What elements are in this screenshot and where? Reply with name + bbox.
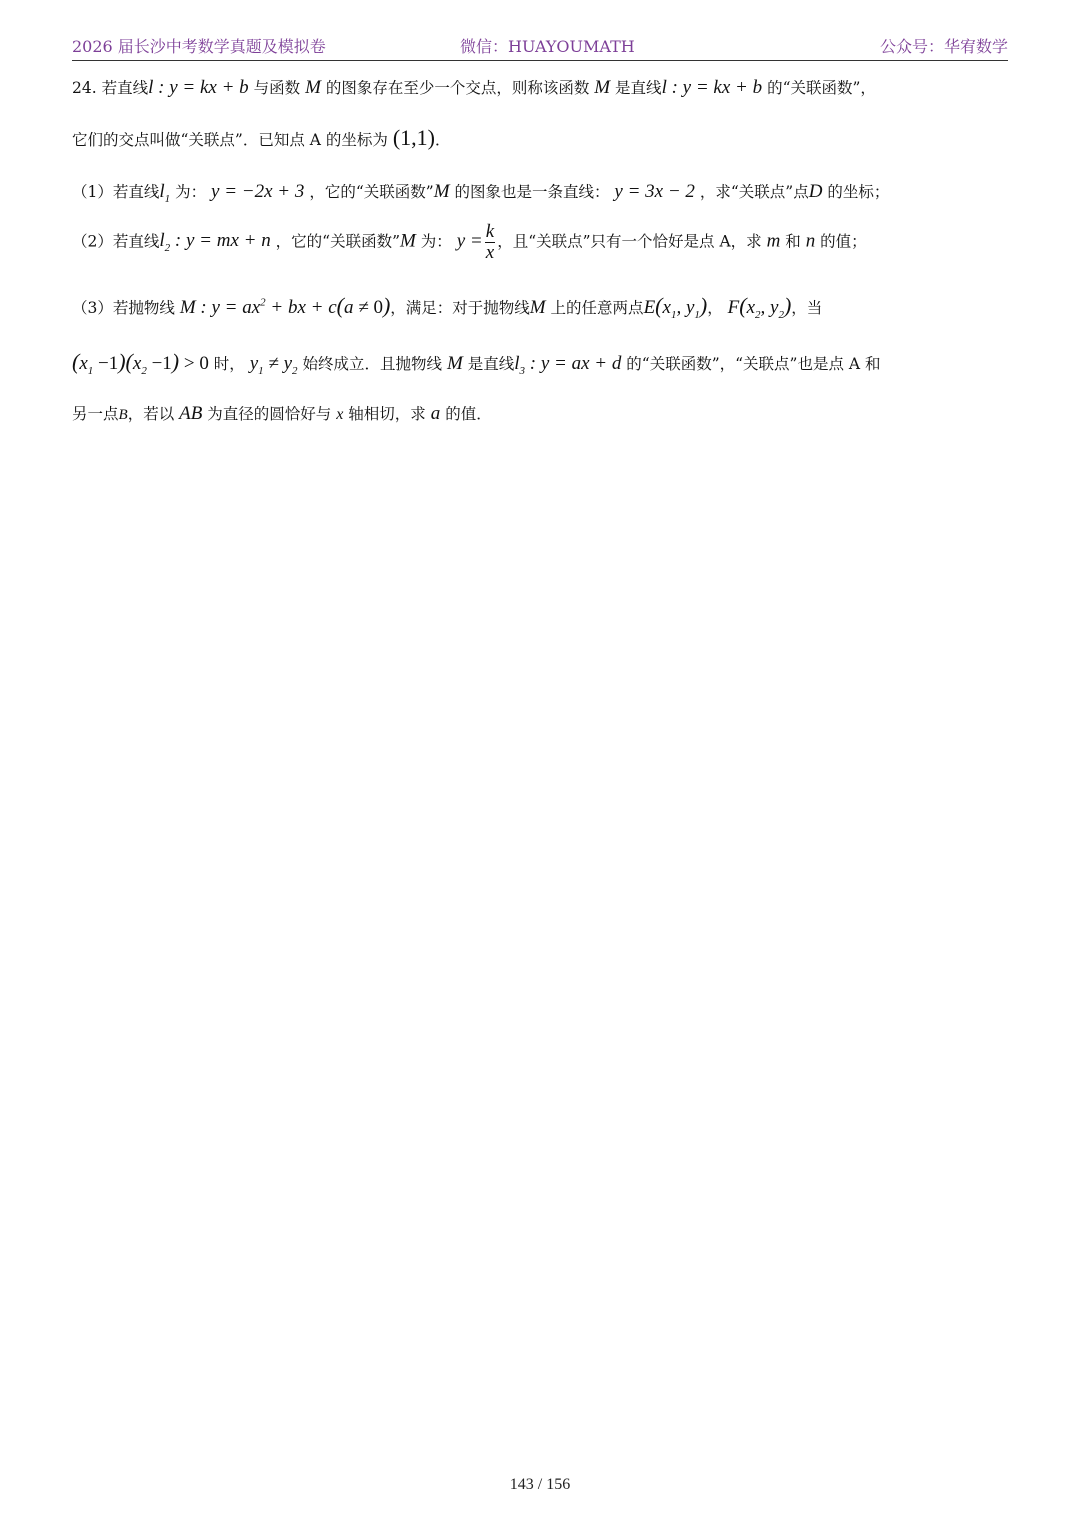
text: ，且“关联点”只有一个恰好是点 A，求 xyxy=(497,232,762,251)
text: 为： xyxy=(420,232,452,251)
text: 为直径的圆恰好与 xyxy=(207,405,332,423)
header-wechat: 微信：HUAYOUMATH xyxy=(460,37,635,56)
part-1 xyxy=(72,180,1008,206)
text: ， xyxy=(707,299,723,317)
part-3-line-3 xyxy=(72,402,1008,427)
text: 另一点 xyxy=(72,405,119,423)
text: 是直线 xyxy=(615,79,662,97)
page-header xyxy=(72,32,1008,61)
math-M: M xyxy=(594,77,611,98)
part-2 xyxy=(72,222,1008,263)
math-M: M xyxy=(400,230,416,252)
text: ，它的“关联函数” xyxy=(275,232,401,251)
text: 的图象也是一条直线： xyxy=(454,183,610,201)
text: 的坐标； xyxy=(827,183,890,201)
text: 它们的交点叫做“关联点”．已知点 A 的坐标为 xyxy=(72,131,388,149)
text: 是直线 xyxy=(467,355,515,373)
text: （3）若抛物线 xyxy=(72,299,175,317)
math-eq-1: y = −2x + 3 xyxy=(211,181,305,202)
math-M: M xyxy=(529,297,546,318)
text: 的值． xyxy=(445,405,492,423)
math-line-l: l : y = kx + b xyxy=(148,77,249,98)
text: 为： xyxy=(175,183,207,201)
text: 时， xyxy=(213,355,245,373)
text: ，求“关联点”点 xyxy=(699,183,809,201)
math-M: M xyxy=(305,77,321,98)
math-x-axis: x xyxy=(336,406,344,423)
math-parabola: M : $y = ax^2$ + bx + c(a ≠ 0) xyxy=(179,293,391,318)
text: （1）若直线 xyxy=(72,183,160,201)
math-a: a xyxy=(430,403,441,424)
part-3-line-2 xyxy=(72,348,1008,378)
math-B: B xyxy=(118,407,128,423)
math-fraction-k-over-x: $\frac{k}{x}$ xyxy=(485,221,495,263)
text: ，它的“关联函数” xyxy=(309,183,434,201)
text: ，若以 xyxy=(127,405,175,423)
math-l3: $l_3$ : y = ax + d xyxy=(514,353,622,377)
math-eq-inverse: y = xyxy=(456,230,483,252)
math-point-A: (1,1) xyxy=(392,125,435,150)
math-l2: $l_2$ : y = mx + n xyxy=(159,230,271,255)
math-y1-neq-y2: $y_1 \ne y_2$ xyxy=(249,353,298,377)
text: 始终成立．且抛物线 xyxy=(302,355,442,373)
math-condition: $(x_1 -1)(x_2 -1) > 0$ xyxy=(72,349,209,377)
text: ，当 xyxy=(791,299,823,317)
math-point-E: $E(x_1$, $y_1$) xyxy=(643,293,708,321)
math-eq-2: y = 3x − 2 xyxy=(614,181,695,202)
header-account: 公众号：华宥数学 xyxy=(879,37,1008,56)
text: 若直线 xyxy=(101,79,149,97)
text: 上的任意两点 xyxy=(550,299,644,317)
math-l1: $l_1$ xyxy=(159,181,171,205)
math-n: n xyxy=(805,230,816,252)
problem-intro-line-1 xyxy=(72,76,1008,101)
page-number: 143 / 156 xyxy=(509,1476,571,1493)
math-point-F: $F(x_2$, $y_2$) xyxy=(727,293,792,321)
text: ，满足：对于抛物线 xyxy=(390,299,530,317)
math-m: m xyxy=(766,230,781,252)
math-AB: AB xyxy=(179,403,203,424)
text: 的“关联函数”， xyxy=(767,79,876,97)
math-M: M xyxy=(446,353,463,374)
text: 轴相切，求 xyxy=(348,405,426,423)
part-3-line-1 xyxy=(72,292,1008,322)
math-M: M xyxy=(433,181,450,202)
text: 和 xyxy=(785,232,801,251)
text: 的“关联函数”，“关联点”也是点 A 和 xyxy=(626,355,881,373)
math-D: D xyxy=(808,181,823,202)
problem-intro-line-2 xyxy=(72,124,1008,153)
math-line-l: l : y = kx + b xyxy=(661,77,763,98)
text: 的图象存在至少一个交点，则称该函数 xyxy=(325,79,590,97)
text: （2）若直线 xyxy=(72,232,160,251)
header-title: 2026 届长沙中考数学真题及模拟卷 xyxy=(72,37,326,56)
text: 与函数 xyxy=(253,79,301,97)
text: ． xyxy=(435,131,451,149)
text: 的值； xyxy=(820,232,867,251)
problem-number: 24. xyxy=(72,79,97,97)
